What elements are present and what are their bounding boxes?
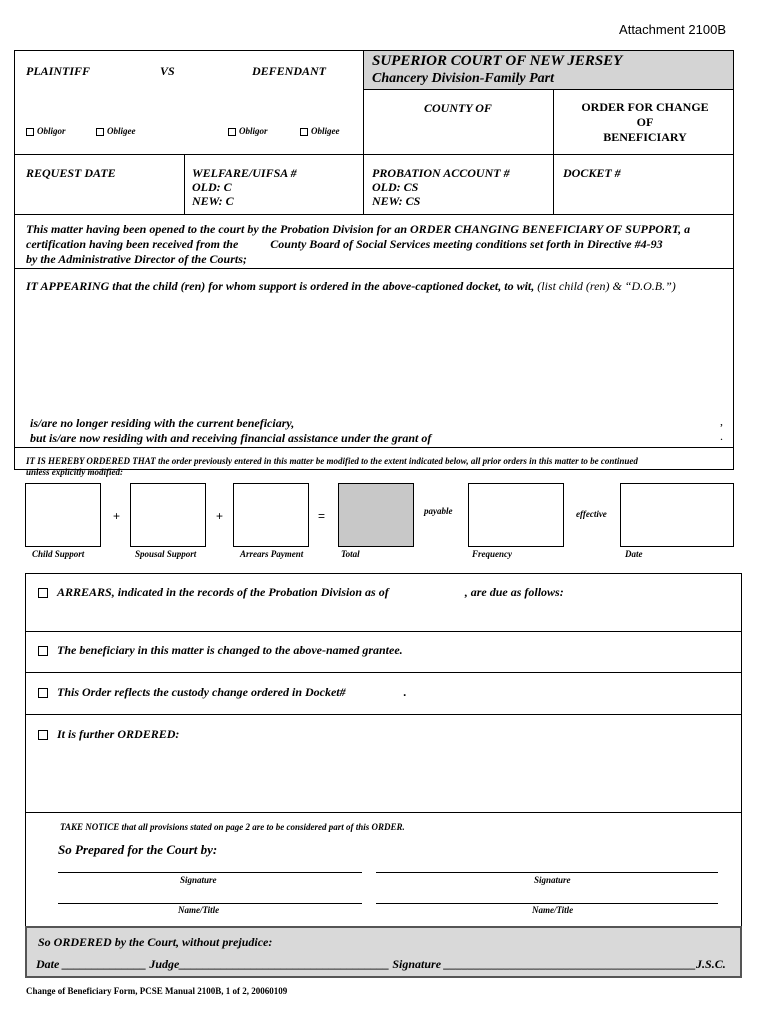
docket-field[interactable]: DOCKET # — [563, 166, 621, 180]
county-of-label: COUNTY OF — [424, 101, 492, 115]
prepared-by-label: So Prepared for the Court by: — [58, 842, 218, 857]
period-mark: . — [720, 429, 723, 443]
comma-mark: , — [720, 414, 723, 428]
signature-caption: Signature — [180, 875, 217, 885]
plus-sign: + — [113, 509, 121, 523]
request-date-label: REQUEST DATE — [26, 166, 116, 180]
checkbox-icon — [26, 128, 34, 136]
welfare-field[interactable]: WELFARE/UIFSA # OLD: C NEW: C — [192, 166, 297, 208]
child-support-label: Child Support — [32, 549, 85, 559]
frequency-label: Frequency — [472, 549, 512, 559]
form-id: Change of Beneficiary Form, PCSE Manual 2100B, 1 of 2, 20060109 — [26, 986, 288, 996]
arrears-option[interactable]: ARREARS, indicated in the records of the Probation Division as of , are due as follows: — [38, 585, 564, 600]
no-longer-line: is/are no longer residing with the current beneficiary, — [30, 416, 295, 430]
court-name: SUPERIOR COURT OF NEW JERSEY — [372, 53, 623, 69]
total-label: Total — [341, 549, 360, 559]
plus-sign: + — [216, 509, 224, 523]
custody-option[interactable]: This Order reflects the custody change ordered in Docket# . — [38, 685, 407, 700]
checkbox-icon — [228, 128, 236, 136]
further-ordered-option[interactable]: It is further ORDERED: — [38, 727, 179, 742]
payable-label: payable — [424, 506, 453, 516]
order-title: ORDER FOR CHANGE OF BENEFICIARY — [581, 100, 709, 144]
checkbox-icon — [38, 646, 48, 656]
probation-field[interactable]: PROBATION ACCOUNT # OLD: CS NEW: CS — [372, 166, 510, 208]
equals-sign: = — [318, 509, 326, 523]
attachment-label: Attachment 2100B — [619, 22, 726, 37]
defendant-obligee-option[interactable]: Obligee — [300, 126, 340, 136]
total-box[interactable] — [338, 483, 414, 547]
court-division: Chancery Division-Family Part — [372, 71, 554, 86]
matter-paragraph: This matter having been opened to the court by the Probation Division for an ORDER CHANGING BENEFICIARY OF SUPPORT, a certification having been received from the County Board of Social Services meeting conditions set forth in Directive #4-93 by the Administrative Director of the Courts; — [26, 222, 691, 266]
beneficiary-option[interactable]: The beneficiary in this matter is changed to the above-named grantee. — [38, 643, 403, 658]
checkbox-icon — [38, 688, 48, 698]
child-support-box[interactable] — [25, 483, 101, 547]
effective-label: effective — [576, 509, 607, 519]
hereby-ordered: IT IS HEREBY ORDERED THAT the order previously entered in this matter be modified to the extent indicated below, all prior orders in this matter to be continued unless explicitly modified: — [26, 456, 638, 477]
defendant-obligor-option[interactable]: Obligor — [228, 126, 268, 136]
appearing-paragraph: IT APPEARING that the child (ren) for whom support is ordered in the above-captioned docket, to wit, (list child (ren) & “D.O.B.”) — [26, 279, 676, 293]
plaintiff-obligee-option[interactable]: Obligee — [96, 126, 136, 136]
plaintiff-obligor-option[interactable]: Obligor — [26, 126, 66, 136]
frequency-box[interactable] — [468, 483, 564, 547]
plaintiff-label: PLAINTIFF — [26, 64, 91, 78]
options-frame — [25, 573, 742, 929]
vs-label: VS — [160, 64, 175, 78]
judge-signature-line[interactable]: Date ______________ Judge___________________________________ Signature __________________________________________J.S.C. — [36, 957, 726, 971]
spousal-support-label: Spousal Support — [135, 549, 197, 559]
checkbox-icon — [38, 588, 48, 598]
take-notice: TAKE NOTICE that all provisions stated on page 2 are to be considered part of this ORDER. — [60, 822, 405, 832]
signature-caption: Signature — [534, 875, 571, 885]
arrears-payment-box[interactable] — [233, 483, 309, 547]
checkbox-icon — [96, 128, 104, 136]
checkbox-icon — [38, 730, 48, 740]
defendant-label: DEFENDANT — [252, 64, 327, 78]
name-title-caption: Name/Title — [532, 905, 574, 915]
spousal-support-box[interactable] — [130, 483, 206, 547]
effective-date-box[interactable] — [620, 483, 734, 547]
checkbox-icon — [300, 128, 308, 136]
name-title-caption: Name/Title — [178, 905, 220, 915]
so-ordered-label: So ORDERED by the Court, without prejudice: — [38, 935, 273, 949]
arrears-payment-label: Arrears Payment — [240, 549, 304, 559]
date-label: Date — [625, 549, 643, 559]
now-residing-line: but is/are now residing with and receiving financial assistance under the grant of — [30, 431, 432, 445]
